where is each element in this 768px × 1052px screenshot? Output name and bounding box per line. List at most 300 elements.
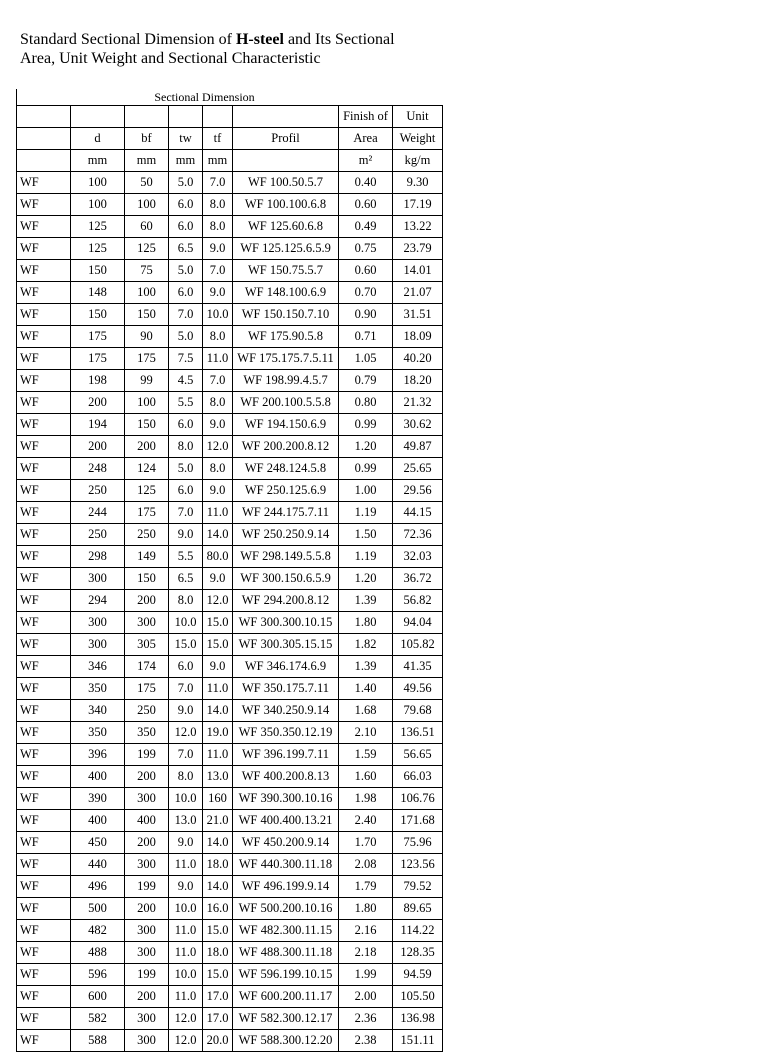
cell-bf: 150 bbox=[125, 568, 169, 590]
cell-bf: 124 bbox=[125, 458, 169, 480]
cell-area: 1.59 bbox=[339, 744, 393, 766]
cell-d: 175 bbox=[71, 348, 125, 370]
cell-weight: 136.51 bbox=[393, 722, 443, 744]
cell-weight: 30.62 bbox=[393, 414, 443, 436]
cell-profil: WF 596.199.10.15 bbox=[233, 964, 339, 986]
table-row bbox=[17, 1008, 443, 1030]
cell-d: 340 bbox=[71, 700, 125, 722]
cell-profil: WF 148.100.6.9 bbox=[233, 282, 339, 304]
units-row bbox=[17, 150, 443, 172]
cell-tf: 7.0 bbox=[203, 370, 233, 392]
cell-d: 588 bbox=[71, 1030, 125, 1052]
cell-bf: 50 bbox=[125, 172, 169, 194]
cell-d: 350 bbox=[71, 722, 125, 744]
cell-bf: 149 bbox=[125, 546, 169, 568]
cell-tf: 8.0 bbox=[203, 458, 233, 480]
cell-type: WF bbox=[17, 920, 71, 942]
header-weight-bottom: Weight bbox=[393, 128, 443, 150]
table-row bbox=[17, 634, 443, 656]
cell-tw: 5.0 bbox=[169, 458, 203, 480]
cell-area: 1.70 bbox=[339, 832, 393, 854]
cell-type: WF bbox=[17, 590, 71, 612]
cell-profil: WF 294.200.8.12 bbox=[233, 590, 339, 612]
unit-tf: mm bbox=[203, 150, 233, 172]
cell-type: WF bbox=[17, 216, 71, 238]
cell-d: 450 bbox=[71, 832, 125, 854]
table-row bbox=[17, 348, 443, 370]
cell-tf: 14.0 bbox=[203, 876, 233, 898]
cell-tf: 7.0 bbox=[203, 260, 233, 282]
cell-tw: 11.0 bbox=[169, 920, 203, 942]
cell-d: 488 bbox=[71, 942, 125, 964]
unit-tw: mm bbox=[169, 150, 203, 172]
cell-tw: 7.0 bbox=[169, 744, 203, 766]
cell-d: 250 bbox=[71, 524, 125, 546]
cell-d: 346 bbox=[71, 656, 125, 678]
cell-profil: WF 450.200.9.14 bbox=[233, 832, 339, 854]
cell-area: 1.05 bbox=[339, 348, 393, 370]
cell-tf: 15.0 bbox=[203, 920, 233, 942]
table-row bbox=[17, 942, 443, 964]
cell-type: WF bbox=[17, 392, 71, 414]
cell-weight: 41.35 bbox=[393, 656, 443, 678]
cell-area: 2.40 bbox=[339, 810, 393, 832]
cell-tf: 14.0 bbox=[203, 524, 233, 546]
cell-tw: 11.0 bbox=[169, 986, 203, 1008]
cell-d: 244 bbox=[71, 502, 125, 524]
cell-weight: 14.01 bbox=[393, 260, 443, 282]
cell-profil: WF 400.400.13.21 bbox=[233, 810, 339, 832]
table-row bbox=[17, 832, 443, 854]
cell-tf: 9.0 bbox=[203, 414, 233, 436]
title-text-line2: Area, Unit Weight and Sectional Characteristic bbox=[20, 50, 321, 67]
cell-weight: 56.65 bbox=[393, 744, 443, 766]
table-row bbox=[17, 898, 443, 920]
cell-d: 250 bbox=[71, 480, 125, 502]
cell-area: 1.19 bbox=[339, 502, 393, 524]
cell-tf: 9.0 bbox=[203, 238, 233, 260]
cell-tf: 16.0 bbox=[203, 898, 233, 920]
cell-area: 1.60 bbox=[339, 766, 393, 788]
cell-weight: 18.09 bbox=[393, 326, 443, 348]
cell-tw: 11.0 bbox=[169, 942, 203, 964]
cell-type: WF bbox=[17, 612, 71, 634]
cell-tf: 11.0 bbox=[203, 678, 233, 700]
unit-d: mm bbox=[71, 150, 125, 172]
cell-type: WF bbox=[17, 986, 71, 1008]
cell-area: 0.60 bbox=[339, 260, 393, 282]
cell-d: 582 bbox=[71, 1008, 125, 1030]
cell-bf: 125 bbox=[125, 480, 169, 502]
cell-bf: 200 bbox=[125, 436, 169, 458]
cell-tw: 15.0 bbox=[169, 634, 203, 656]
cell-profil: WF 248.124.5.8 bbox=[233, 458, 339, 480]
cell-profil: WF 340.250.9.14 bbox=[233, 700, 339, 722]
table-row bbox=[17, 876, 443, 898]
cell-profil: WF 482.300.11.15 bbox=[233, 920, 339, 942]
cell-bf: 305 bbox=[125, 634, 169, 656]
cell-bf: 250 bbox=[125, 524, 169, 546]
cell-tw: 9.0 bbox=[169, 832, 203, 854]
table-row bbox=[17, 766, 443, 788]
cell-type: WF bbox=[17, 722, 71, 744]
cell-d: 300 bbox=[71, 568, 125, 590]
cell-tf: 7.0 bbox=[203, 172, 233, 194]
table-row bbox=[17, 392, 443, 414]
cell-d: 125 bbox=[71, 238, 125, 260]
cell-area: 2.08 bbox=[339, 854, 393, 876]
cell-weight: 123.56 bbox=[393, 854, 443, 876]
table-row bbox=[17, 656, 443, 678]
table-row bbox=[17, 370, 443, 392]
cell-type: WF bbox=[17, 1030, 71, 1052]
cell-tw: 10.0 bbox=[169, 964, 203, 986]
table-row bbox=[17, 810, 443, 832]
title-text-part1: Standard Sectional Dimension of bbox=[20, 31, 236, 48]
cell-type: WF bbox=[17, 172, 71, 194]
cell-type: WF bbox=[17, 502, 71, 524]
cell-d: 194 bbox=[71, 414, 125, 436]
cell-profil: WF 496.199.9.14 bbox=[233, 876, 339, 898]
cell-type: WF bbox=[17, 238, 71, 260]
header-weight-top: Unit bbox=[393, 106, 443, 128]
cell-type: WF bbox=[17, 282, 71, 304]
table-row bbox=[17, 326, 443, 348]
cell-d: 496 bbox=[71, 876, 125, 898]
cell-weight: 32.03 bbox=[393, 546, 443, 568]
cell-tw: 11.0 bbox=[169, 854, 203, 876]
cell-bf: 400 bbox=[125, 810, 169, 832]
cell-area: 0.49 bbox=[339, 216, 393, 238]
cell-bf: 125 bbox=[125, 238, 169, 260]
table-row bbox=[17, 502, 443, 524]
cell-area: 0.99 bbox=[339, 458, 393, 480]
cell-weight: 105.50 bbox=[393, 986, 443, 1008]
cell-weight: 89.65 bbox=[393, 898, 443, 920]
cell-tf: 18.0 bbox=[203, 942, 233, 964]
cell-area: 1.00 bbox=[339, 480, 393, 502]
cell-type: WF bbox=[17, 634, 71, 656]
cell-weight: 66.03 bbox=[393, 766, 443, 788]
cell-area: 1.82 bbox=[339, 634, 393, 656]
table-row bbox=[17, 678, 443, 700]
cell-area: 1.98 bbox=[339, 788, 393, 810]
cell-type: WF bbox=[17, 810, 71, 832]
cell-bf: 175 bbox=[125, 502, 169, 524]
cell-weight: 106.76 bbox=[393, 788, 443, 810]
cell-profil: WF 300.305.15.15 bbox=[233, 634, 339, 656]
cell-d: 396 bbox=[71, 744, 125, 766]
cell-type: WF bbox=[17, 678, 71, 700]
cell-weight: 18.20 bbox=[393, 370, 443, 392]
cell-d: 100 bbox=[71, 194, 125, 216]
cell-profil: WF 298.149.5.5.8 bbox=[233, 546, 339, 568]
cell-area: 2.18 bbox=[339, 942, 393, 964]
cell-tw: 5.0 bbox=[169, 260, 203, 282]
cell-profil: WF 582.300.12.17 bbox=[233, 1008, 339, 1030]
cell-area: 1.40 bbox=[339, 678, 393, 700]
cell-area: 0.40 bbox=[339, 172, 393, 194]
cell-tw: 8.0 bbox=[169, 590, 203, 612]
cell-d: 200 bbox=[71, 392, 125, 414]
cell-type: WF bbox=[17, 524, 71, 546]
cell-profil: WF 175.90.5.8 bbox=[233, 326, 339, 348]
cell-d: 600 bbox=[71, 986, 125, 1008]
cell-weight: 94.04 bbox=[393, 612, 443, 634]
cell-type: WF bbox=[17, 832, 71, 854]
spreadsheet-area bbox=[16, 89, 454, 1047]
cell-tf: 9.0 bbox=[203, 282, 233, 304]
cell-tf: 14.0 bbox=[203, 832, 233, 854]
cell-profil: WF 300.300.10.15 bbox=[233, 612, 339, 634]
cell-d: 500 bbox=[71, 898, 125, 920]
cell-d: 482 bbox=[71, 920, 125, 942]
cell-tf: 8.0 bbox=[203, 326, 233, 348]
table-row bbox=[17, 238, 443, 260]
cell-tf: 17.0 bbox=[203, 986, 233, 1008]
cell-profil: WF 488.300.11.18 bbox=[233, 942, 339, 964]
cell-tw: 6.0 bbox=[169, 216, 203, 238]
cell-weight: 136.98 bbox=[393, 1008, 443, 1030]
cell-bf: 100 bbox=[125, 194, 169, 216]
cell-type: WF bbox=[17, 304, 71, 326]
table-row bbox=[17, 194, 443, 216]
cell-profil: WF 200.200.8.12 bbox=[233, 436, 339, 458]
cell-tw: 6.0 bbox=[169, 194, 203, 216]
cell-type: WF bbox=[17, 964, 71, 986]
table-row bbox=[17, 480, 443, 502]
cell-type: WF bbox=[17, 876, 71, 898]
cell-tw: 10.0 bbox=[169, 612, 203, 634]
table-row bbox=[17, 854, 443, 876]
cell-bf: 200 bbox=[125, 832, 169, 854]
cell-d: 175 bbox=[71, 326, 125, 348]
table-row bbox=[17, 414, 443, 436]
cell-area: 1.39 bbox=[339, 590, 393, 612]
column-header-row-2 bbox=[17, 128, 443, 150]
unit-bf: mm bbox=[125, 150, 169, 172]
table-row bbox=[17, 700, 443, 722]
cell-tw: 9.0 bbox=[169, 524, 203, 546]
header-tw: tw bbox=[169, 128, 203, 150]
table-row bbox=[17, 920, 443, 942]
table-row bbox=[17, 1030, 443, 1052]
cell-bf: 200 bbox=[125, 898, 169, 920]
cell-bf: 300 bbox=[125, 920, 169, 942]
header-area-bottom: Area bbox=[339, 128, 393, 150]
table-row bbox=[17, 986, 443, 1008]
cell-bf: 200 bbox=[125, 986, 169, 1008]
cell-d: 294 bbox=[71, 590, 125, 612]
cell-profil: WF 400.200.8.13 bbox=[233, 766, 339, 788]
cell-weight: 128.35 bbox=[393, 942, 443, 964]
cell-profil: WF 150.75.5.7 bbox=[233, 260, 339, 282]
cell-tf: 80.0 bbox=[203, 546, 233, 568]
cell-tw: 5.5 bbox=[169, 392, 203, 414]
cell-bf: 200 bbox=[125, 766, 169, 788]
cell-bf: 199 bbox=[125, 876, 169, 898]
cell-profil: WF 600.200.11.17 bbox=[233, 986, 339, 1008]
cell-tw: 7.0 bbox=[169, 304, 203, 326]
cell-area: 0.75 bbox=[339, 238, 393, 260]
cell-weight: 79.52 bbox=[393, 876, 443, 898]
document-title bbox=[20, 30, 395, 68]
group-header-sectional-dimension: Sectional Dimension bbox=[154, 90, 255, 104]
cell-profil: WF 125.60.6.8 bbox=[233, 216, 339, 238]
cell-area: 2.00 bbox=[339, 986, 393, 1008]
cell-type: WF bbox=[17, 568, 71, 590]
cell-area: 2.36 bbox=[339, 1008, 393, 1030]
cell-type: WF bbox=[17, 414, 71, 436]
header-bf: bf bbox=[125, 128, 169, 150]
header-area-top: Finish of bbox=[339, 106, 393, 128]
column-header-row-1 bbox=[17, 106, 443, 128]
cell-bf: 350 bbox=[125, 722, 169, 744]
cell-type: WF bbox=[17, 326, 71, 348]
cell-tf: 18.0 bbox=[203, 854, 233, 876]
cell-bf: 300 bbox=[125, 788, 169, 810]
title-text-part2: and Its Sectional bbox=[283, 31, 395, 48]
cell-type: WF bbox=[17, 1008, 71, 1030]
cell-bf: 199 bbox=[125, 744, 169, 766]
cell-weight: 23.79 bbox=[393, 238, 443, 260]
h-steel-table bbox=[16, 89, 443, 1052]
cell-profil: WF 175.175.7.5.11 bbox=[233, 348, 339, 370]
cell-tw: 7.0 bbox=[169, 678, 203, 700]
cell-tf: 12.0 bbox=[203, 436, 233, 458]
cell-tf: 8.0 bbox=[203, 194, 233, 216]
cell-tw: 7.0 bbox=[169, 502, 203, 524]
header-profil: Profil bbox=[233, 128, 339, 150]
cell-tf: 13.0 bbox=[203, 766, 233, 788]
cell-tf: 19.0 bbox=[203, 722, 233, 744]
cell-tf: 11.0 bbox=[203, 348, 233, 370]
table-row bbox=[17, 964, 443, 986]
cell-d: 400 bbox=[71, 766, 125, 788]
table-row bbox=[17, 304, 443, 326]
cell-weight: 17.19 bbox=[393, 194, 443, 216]
cell-area: 1.20 bbox=[339, 436, 393, 458]
cell-tw: 6.0 bbox=[169, 414, 203, 436]
cell-tw: 9.0 bbox=[169, 876, 203, 898]
unit-weight: kg/m bbox=[393, 150, 443, 172]
cell-tf: 11.0 bbox=[203, 744, 233, 766]
cell-tw: 6.0 bbox=[169, 282, 203, 304]
cell-weight: 151.11 bbox=[393, 1030, 443, 1052]
cell-d: 300 bbox=[71, 612, 125, 634]
cell-profil: WF 588.300.12.20 bbox=[233, 1030, 339, 1052]
cell-tw: 6.5 bbox=[169, 238, 203, 260]
cell-bf: 75 bbox=[125, 260, 169, 282]
cell-area: 1.79 bbox=[339, 876, 393, 898]
cell-area: 0.90 bbox=[339, 304, 393, 326]
table-row bbox=[17, 590, 443, 612]
cell-weight: 44.15 bbox=[393, 502, 443, 524]
cell-bf: 200 bbox=[125, 590, 169, 612]
cell-d: 298 bbox=[71, 546, 125, 568]
cell-tf: 15.0 bbox=[203, 634, 233, 656]
cell-area: 1.39 bbox=[339, 656, 393, 678]
cell-type: WF bbox=[17, 766, 71, 788]
cell-type: WF bbox=[17, 898, 71, 920]
cell-bf: 150 bbox=[125, 304, 169, 326]
cell-bf: 175 bbox=[125, 678, 169, 700]
cell-type: WF bbox=[17, 260, 71, 282]
cell-profil: WF 100.50.5.7 bbox=[233, 172, 339, 194]
cell-d: 350 bbox=[71, 678, 125, 700]
cell-type: WF bbox=[17, 436, 71, 458]
cell-bf: 174 bbox=[125, 656, 169, 678]
table-row bbox=[17, 744, 443, 766]
group-header-row bbox=[17, 89, 443, 106]
cell-profil: WF 500.200.10.16 bbox=[233, 898, 339, 920]
cell-type: WF bbox=[17, 546, 71, 568]
cell-tw: 8.0 bbox=[169, 436, 203, 458]
cell-weight: 21.32 bbox=[393, 392, 443, 414]
cell-profil: WF 300.150.6.5.9 bbox=[233, 568, 339, 590]
table-row bbox=[17, 722, 443, 744]
cell-d: 596 bbox=[71, 964, 125, 986]
cell-bf: 300 bbox=[125, 1030, 169, 1052]
table-row bbox=[17, 282, 443, 304]
cell-tw: 5.0 bbox=[169, 172, 203, 194]
cell-area: 1.50 bbox=[339, 524, 393, 546]
table-row bbox=[17, 436, 443, 458]
cell-tf: 15.0 bbox=[203, 964, 233, 986]
cell-profil: WF 244.175.7.11 bbox=[233, 502, 339, 524]
cell-tw: 9.0 bbox=[169, 700, 203, 722]
cell-tf: 8.0 bbox=[203, 392, 233, 414]
cell-d: 150 bbox=[71, 304, 125, 326]
cell-d: 198 bbox=[71, 370, 125, 392]
cell-d: 248 bbox=[71, 458, 125, 480]
cell-weight: 79.68 bbox=[393, 700, 443, 722]
cell-type: WF bbox=[17, 854, 71, 876]
cell-type: WF bbox=[17, 480, 71, 502]
unit-area: m² bbox=[339, 150, 393, 172]
cell-bf: 100 bbox=[125, 392, 169, 414]
cell-area: 2.38 bbox=[339, 1030, 393, 1052]
cell-weight: 31.51 bbox=[393, 304, 443, 326]
cell-tf: 9.0 bbox=[203, 656, 233, 678]
cell-weight: 72.36 bbox=[393, 524, 443, 546]
cell-type: WF bbox=[17, 744, 71, 766]
cell-area: 0.70 bbox=[339, 282, 393, 304]
cell-area: 0.60 bbox=[339, 194, 393, 216]
cell-tf: 11.0 bbox=[203, 502, 233, 524]
cell-profil: WF 350.175.7.11 bbox=[233, 678, 339, 700]
cell-tw: 10.0 bbox=[169, 898, 203, 920]
cell-profil: WF 150.150.7.10 bbox=[233, 304, 339, 326]
cell-tw: 8.0 bbox=[169, 766, 203, 788]
cell-d: 390 bbox=[71, 788, 125, 810]
cell-area: 1.68 bbox=[339, 700, 393, 722]
cell-bf: 199 bbox=[125, 964, 169, 986]
cell-tf: 8.0 bbox=[203, 216, 233, 238]
cell-profil: WF 198.99.4.5.7 bbox=[233, 370, 339, 392]
cell-weight: 56.82 bbox=[393, 590, 443, 612]
cell-tf: 20.0 bbox=[203, 1030, 233, 1052]
cell-tf: 15.0 bbox=[203, 612, 233, 634]
cell-tf: 12.0 bbox=[203, 590, 233, 612]
cell-area: 0.80 bbox=[339, 392, 393, 414]
cell-profil: WF 194.150.6.9 bbox=[233, 414, 339, 436]
cell-profil: WF 250.250.9.14 bbox=[233, 524, 339, 546]
cell-type: WF bbox=[17, 194, 71, 216]
cell-bf: 100 bbox=[125, 282, 169, 304]
cell-profil: WF 440.300.11.18 bbox=[233, 854, 339, 876]
cell-tw: 13.0 bbox=[169, 810, 203, 832]
